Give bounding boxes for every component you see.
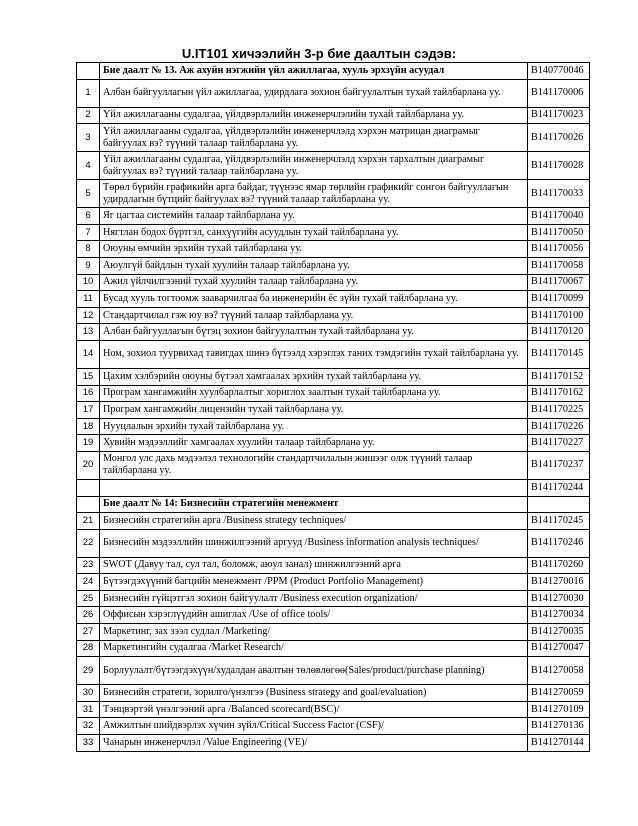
student-code-cell: B141170056 — [528, 241, 590, 258]
topic-cell: Нягтлан бодох бүртгэл, санхүүгийн асуудлын тухай тайлбарлана уу. — [100, 224, 528, 241]
table-row — [77, 718, 590, 735]
topic-cell: Ажил үйлчилгээний тухай хуулийн талаар тайлбарлана уу. — [100, 274, 528, 291]
row-number: 25 — [77, 590, 100, 607]
topic-cell: Бие даалт № 13. Аж ахуйн нэгжийн үйл ажиллагаа, хууль эрхзүйн асуудал — [100, 63, 528, 80]
table-row — [77, 180, 590, 208]
row-number: 10 — [77, 274, 100, 291]
student-code-cell: B141170120 — [528, 324, 590, 341]
student-code-cell: B141170260 — [528, 557, 590, 574]
row-number: 5 — [77, 180, 100, 208]
topic-cell: Бизнесийн гүйцэтгэл зохион байгуулалт /Business execution organization/ — [100, 590, 528, 607]
topic-cell: Үйл ажиллагааны судалгаа, үйлдвэрлэлийн инженерчлэлийн тухай тайлбарлана уу. — [100, 107, 528, 124]
row-number: 2 — [77, 107, 100, 124]
topic-cell: Нууцлалын эрхийн тухай тайлбарлана уу. — [100, 418, 528, 435]
table-row — [77, 274, 590, 291]
table-row — [77, 435, 590, 452]
student-code-cell: B141170246 — [528, 529, 590, 557]
table-row — [77, 590, 590, 607]
topic-cell: Төрөл бүрийн графикийн арга байдаг, түүнээс ямар төрлийн графикийг сонгон байгууллагын удирдлагын бүтцийг байгуулах вэ? түүний талаар тайлбарлана уу. — [100, 180, 528, 208]
table-row — [77, 640, 590, 657]
student-code-cell: B141170033 — [528, 180, 590, 208]
row-number: 29 — [77, 657, 100, 685]
topic-cell: Бизнесийн стратеги, зорилго/үнэлгээ (Business strategy and goal/evaluation) — [100, 685, 528, 702]
topic-cell: Тэнцвэртэй үнэлгээний арга /Balanced scorecard(BSC)/ — [100, 701, 528, 718]
topic-cell: Бие даалт № 14: Бизнесийн стратегийн менежмент — [100, 496, 528, 513]
student-code-cell: B141170058 — [528, 257, 590, 274]
table-row — [77, 607, 590, 624]
student-code-cell: B141170237 — [528, 451, 590, 479]
table-row — [77, 451, 590, 479]
row-number: 17 — [77, 402, 100, 419]
topic-cell — [100, 479, 528, 496]
student-code-cell: B141170227 — [528, 435, 590, 452]
row-number: 23 — [77, 557, 100, 574]
row-number: 13 — [77, 324, 100, 341]
topic-cell: Чанарын инженерчлэл /Value Engineering (VE)/ — [100, 735, 528, 752]
student-code-cell: B141170244 — [528, 479, 590, 496]
student-code-cell: B141170152 — [528, 368, 590, 385]
student-code-cell — [528, 496, 590, 513]
table-row — [77, 241, 590, 258]
topic-cell: Бизнесийн стратегийн арга /Business strategy techniques/ — [100, 513, 528, 530]
topic-cell: Маркетингийн судалгаа /Market Research/ — [100, 640, 528, 657]
table-row — [77, 479, 590, 496]
student-code-cell: B141170028 — [528, 152, 590, 180]
topics-table — [76, 62, 590, 752]
student-code-cell: B141170145 — [528, 340, 590, 368]
topic-cell: SWOT (Давуу тал, сул тал, боломж, аюул занал) шинжилгээний арга — [100, 557, 528, 574]
page-title: U.IT101 хичээлийн 3-р бие даалтын сэдэв: — [181, 46, 457, 61]
table-row — [77, 291, 590, 308]
row-number — [77, 479, 100, 496]
row-number: 22 — [77, 529, 100, 557]
table-row — [77, 402, 590, 419]
row-number: 4 — [77, 152, 100, 180]
row-number: 8 — [77, 241, 100, 258]
row-number: 30 — [77, 685, 100, 702]
row-number: 7 — [77, 224, 100, 241]
table-row — [77, 324, 590, 341]
table-row — [77, 385, 590, 402]
row-number: 9 — [77, 257, 100, 274]
row-number — [77, 63, 100, 80]
row-number: 18 — [77, 418, 100, 435]
topic-cell: Борлуулалт/бүтээгдэхүүн/худалдан авалтын төлөвлөгөө(Sales/product/purchase planning) — [100, 657, 528, 685]
student-code-cell: B141170040 — [528, 208, 590, 225]
topic-cell: Стандартчилал гэж юу вэ? түүний талаар тайлбарлана уу. — [100, 307, 528, 324]
topic-cell: Цахим хэлбэрийн оюуны бүтээл хамгаалах эрхийн тухай тайлбарлана уу. — [100, 368, 528, 385]
row-number: 31 — [77, 701, 100, 718]
row-number: 3 — [77, 124, 100, 152]
student-code-cell: B141270144 — [528, 735, 590, 752]
row-number: 20 — [77, 451, 100, 479]
table-row — [77, 152, 590, 180]
student-code-cell: B141270035 — [528, 624, 590, 641]
row-number: 21 — [77, 513, 100, 530]
row-number: 14 — [77, 340, 100, 368]
topic-cell: Маркетинг, зах зээл судлал /Marketing/ — [100, 624, 528, 641]
student-code-cell: B141270109 — [528, 701, 590, 718]
topic-cell: Бусад хууль тогтоомж зааварчилгаа ба инженерийн ёс зүйн тухай тайлбарлана уу. — [100, 291, 528, 308]
topic-cell: Яг цагтаа системийн талаар тайлбарлана уу. — [100, 208, 528, 225]
student-code-cell: B141170100 — [528, 307, 590, 324]
table-row — [77, 257, 590, 274]
topic-cell: Бүтээгдэхүүний багцийн менежмент /PPM (Product Portfolio Management) — [100, 574, 528, 591]
table-row — [77, 701, 590, 718]
row-number: 11 — [77, 291, 100, 308]
table-row — [77, 368, 590, 385]
topic-cell: Оффисын хэрэглүүдийн ашиглах /Use of office tools/ — [100, 607, 528, 624]
row-number: 33 — [77, 735, 100, 752]
row-number: 15 — [77, 368, 100, 385]
student-code-cell: B141170067 — [528, 274, 590, 291]
table-row — [77, 657, 590, 685]
student-code-cell: B141270030 — [528, 590, 590, 607]
row-number: 24 — [77, 574, 100, 591]
student-code-cell: B141270059 — [528, 685, 590, 702]
table-row — [77, 107, 590, 124]
table-row — [77, 79, 590, 107]
student-code-cell: B141170023 — [528, 107, 590, 124]
student-code-cell: B141170050 — [528, 224, 590, 241]
row-number: 12 — [77, 307, 100, 324]
table-row — [77, 529, 590, 557]
row-number: 28 — [77, 640, 100, 657]
student-code-cell: B141170226 — [528, 418, 590, 435]
student-code-cell: B141270016 — [528, 574, 590, 591]
topics-table-body — [77, 63, 590, 752]
table-row — [77, 513, 590, 530]
row-number: 27 — [77, 624, 100, 641]
topic-cell: Албан байгууллагын бүтэц зохион байгуулалтын тухай тайлбарлана уу. — [100, 324, 528, 341]
section-header-row — [77, 496, 590, 513]
topic-cell: Програм хангамжийн лицензийн тухай тайлбарлана уу. — [100, 402, 528, 419]
row-number — [77, 496, 100, 513]
student-code-cell: B141270047 — [528, 640, 590, 657]
table-row — [77, 124, 590, 152]
row-number: 19 — [77, 435, 100, 452]
table-row — [77, 574, 590, 591]
table-row — [77, 224, 590, 241]
topic-cell: Аюулгүй байдлын тухай хуулийн талаар тайлбарлана уу. — [100, 257, 528, 274]
topic-cell: Ном, зохиол туурвихад тавигдах шинэ бүтээлд хэрэглэх таних тэмдэгийн тухай тайлбарлана уу. — [100, 340, 528, 368]
row-number: 32 — [77, 718, 100, 735]
section-header-row — [77, 63, 590, 80]
topic-cell: Оюуны өмчийн эрхийн тухай тайлбарлана уу. — [100, 241, 528, 258]
topic-cell: Албан байгууллагын үйл ажиллагаа, удирдлага зохион байгуулалтын тухай тайлбарлана уу. — [100, 79, 528, 107]
topic-cell: Монгол улс дахь мэдээлэл технологийн стандартчилалын жишээг олж түүний талаар тайлбарлана уу. — [100, 451, 528, 479]
table-row — [77, 624, 590, 641]
table-row — [77, 208, 590, 225]
table-row — [77, 557, 590, 574]
topic-cell: Хувийн мэдээллийг хамгаалах хуулийн талаар тайлбарлана уу. — [100, 435, 528, 452]
student-code-cell: B141270136 — [528, 718, 590, 735]
student-code-cell: B141170162 — [528, 385, 590, 402]
student-code-cell: B141170245 — [528, 513, 590, 530]
student-code-cell: B141170225 — [528, 402, 590, 419]
student-code-cell: B140770046 — [528, 63, 590, 80]
student-code-cell: B141170099 — [528, 291, 590, 308]
table-row — [77, 307, 590, 324]
topic-cell: Амжилтын шийдвэрлэх хүчин зүйл/Critical Success Factor (CSF)/ — [100, 718, 528, 735]
table-row — [77, 340, 590, 368]
row-number: 16 — [77, 385, 100, 402]
student-code-cell: B141170026 — [528, 124, 590, 152]
row-number: 1 — [77, 79, 100, 107]
table-row — [77, 735, 590, 752]
table-row — [77, 685, 590, 702]
row-number: 26 — [77, 607, 100, 624]
student-code-cell: B141270058 — [528, 657, 590, 685]
student-code-cell: B141270034 — [528, 607, 590, 624]
topic-cell: Програм хангамжийн хуулбарлалтыг хориглох заалтын тухай тайлбарлана уу. — [100, 385, 528, 402]
table-row — [77, 418, 590, 435]
topic-cell: Үйл ажиллагааны судалгаа, үйлдвэрлэлийн инженерчлэлд хэрхэн матрицан диаграмыг байгуулах вэ? түүний талаар тайлбарлана уу. — [100, 124, 528, 152]
student-code-cell: B141170006 — [528, 79, 590, 107]
row-number: 6 — [77, 208, 100, 225]
topic-cell: Бизнесийн мэдээллийн шинжилгээний аргууд /Business information analysis techniques/ — [100, 529, 528, 557]
topic-cell: Үйл ажиллагааны судалгаа, үйлдвэрлэлийн инженерчлэлд хэрхэн тархалтын диаграмыг байгуулах вэ? түүний талаар тайлбарлана уу. — [100, 152, 528, 180]
